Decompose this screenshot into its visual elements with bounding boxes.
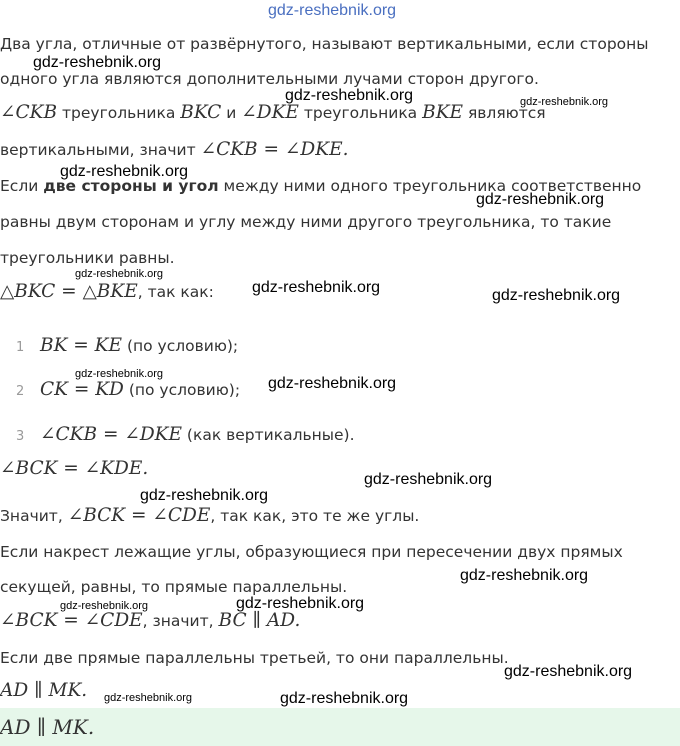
formula: ∠BCK = ∠KDE. xyxy=(0,458,149,479)
formula: ∠BCK = ∠CDE xyxy=(0,610,143,631)
site-header-link[interactable]: gdz-reshebnik.org xyxy=(268,2,397,19)
list-item xyxy=(40,380,240,400)
watermark: gdz-reshebnik.org xyxy=(476,191,605,208)
watermark: gdz-reshebnik.org xyxy=(236,595,365,612)
formula: BC ∥ AD. xyxy=(218,610,301,631)
text-fragment: , значит, xyxy=(142,612,219,630)
formula: BKC xyxy=(180,102,222,123)
text-fragment: Значит, xyxy=(0,507,68,525)
parallel-theorem-line-2: секущей, равны, то прямые параллельны. xyxy=(0,578,348,596)
text-fragment: вертикальными, значит xyxy=(0,141,201,159)
answer-formula: AD ∥ MK. xyxy=(0,715,95,739)
formula: ∠CKB = ∠DKE. xyxy=(200,139,349,160)
text-fragment: между ними одного треугольника соответственно xyxy=(218,177,642,195)
formula: BKE xyxy=(422,102,464,123)
watermark: gdz-reshebnik.org xyxy=(364,471,493,488)
answer-line xyxy=(0,717,94,739)
watermark: gdz-reshebnik.org xyxy=(104,692,193,704)
formula: △BKC = △BKE xyxy=(0,281,138,302)
watermark: gdz-reshebnik.org xyxy=(75,268,164,280)
formula: ∠BCK = ∠CDE xyxy=(67,505,211,526)
parallel-theorem-line-1: Если накрест лежащие углы, образующиеся при пересечении двух прямых xyxy=(0,543,623,561)
formula: BK = KE xyxy=(40,335,123,356)
formula: AD ∥ MK. xyxy=(0,680,88,701)
watermark: gdz-reshebnik.org xyxy=(60,600,149,612)
formula: ∠DKE xyxy=(241,102,299,123)
vertical-angles-conclusion xyxy=(0,140,348,160)
formula: ∠CKB = ∠DKE xyxy=(40,424,182,445)
bc-parallel-ad-line xyxy=(0,611,300,631)
text-fragment: являются xyxy=(463,104,546,122)
text-fragment: (по условию); xyxy=(122,337,239,355)
watermark: gdz-reshebnik.org xyxy=(75,368,164,380)
bold-text: две стороны и угол xyxy=(43,177,219,195)
formula: ∠CKB xyxy=(0,102,58,123)
watermark: gdz-reshebnik.org xyxy=(33,54,162,71)
answer-box xyxy=(0,708,680,746)
watermark: gdz-reshebnik.org xyxy=(140,487,269,504)
text-fragment: , так как, это те же углы. xyxy=(210,507,420,525)
vertical-angles-line xyxy=(0,103,546,123)
list-number: 2 xyxy=(16,384,25,399)
watermark: gdz-reshebnik.org xyxy=(504,663,633,680)
list-item xyxy=(40,425,355,445)
watermark: gdz-reshebnik.org xyxy=(252,279,381,296)
text-fragment: , так как: xyxy=(137,283,214,301)
watermark: gdz-reshebnik.org xyxy=(520,96,609,108)
text-fragment: (по условию); xyxy=(123,381,241,399)
theorem-line-3: треугольники равны. xyxy=(0,249,175,267)
watermark: gdz-reshebnik.org xyxy=(492,287,621,304)
definition-line-2: одного угла являются дополнительными лучами сторон другого. xyxy=(0,70,539,88)
transitivity-line: Если две прямые параллельны третьей, то они параллельны. xyxy=(0,649,509,667)
result-line xyxy=(0,681,87,701)
text-fragment: Если xyxy=(0,177,44,195)
angles-equal-line xyxy=(0,459,148,479)
watermark: gdz-reshebnik.org xyxy=(460,567,589,584)
text-fragment: треугольника xyxy=(298,104,423,122)
list-number: 1 xyxy=(16,340,25,355)
watermark: gdz-reshebnik.org xyxy=(268,375,397,392)
text-fragment: (как вертикальные). xyxy=(182,426,355,444)
text-fragment: треугольника xyxy=(57,104,181,122)
watermark: gdz-reshebnik.org xyxy=(285,87,414,104)
text-fragment: и xyxy=(221,104,242,122)
formula: CK = KD xyxy=(40,379,124,400)
list-item xyxy=(40,336,238,356)
watermark: gdz-reshebnik.org xyxy=(60,163,189,180)
watermark: gdz-reshebnik.org xyxy=(280,690,409,707)
theorem-line-2: равны двум сторонам и углу между ними другого треугольника, то такие xyxy=(0,213,612,231)
triangles-equal-line xyxy=(0,282,214,302)
same-angles-line xyxy=(0,506,419,526)
definition-line-1: Два угла, отличные от развёрнутого, называют вертикальными, если стороны xyxy=(0,35,649,53)
list-number: 3 xyxy=(16,429,25,444)
